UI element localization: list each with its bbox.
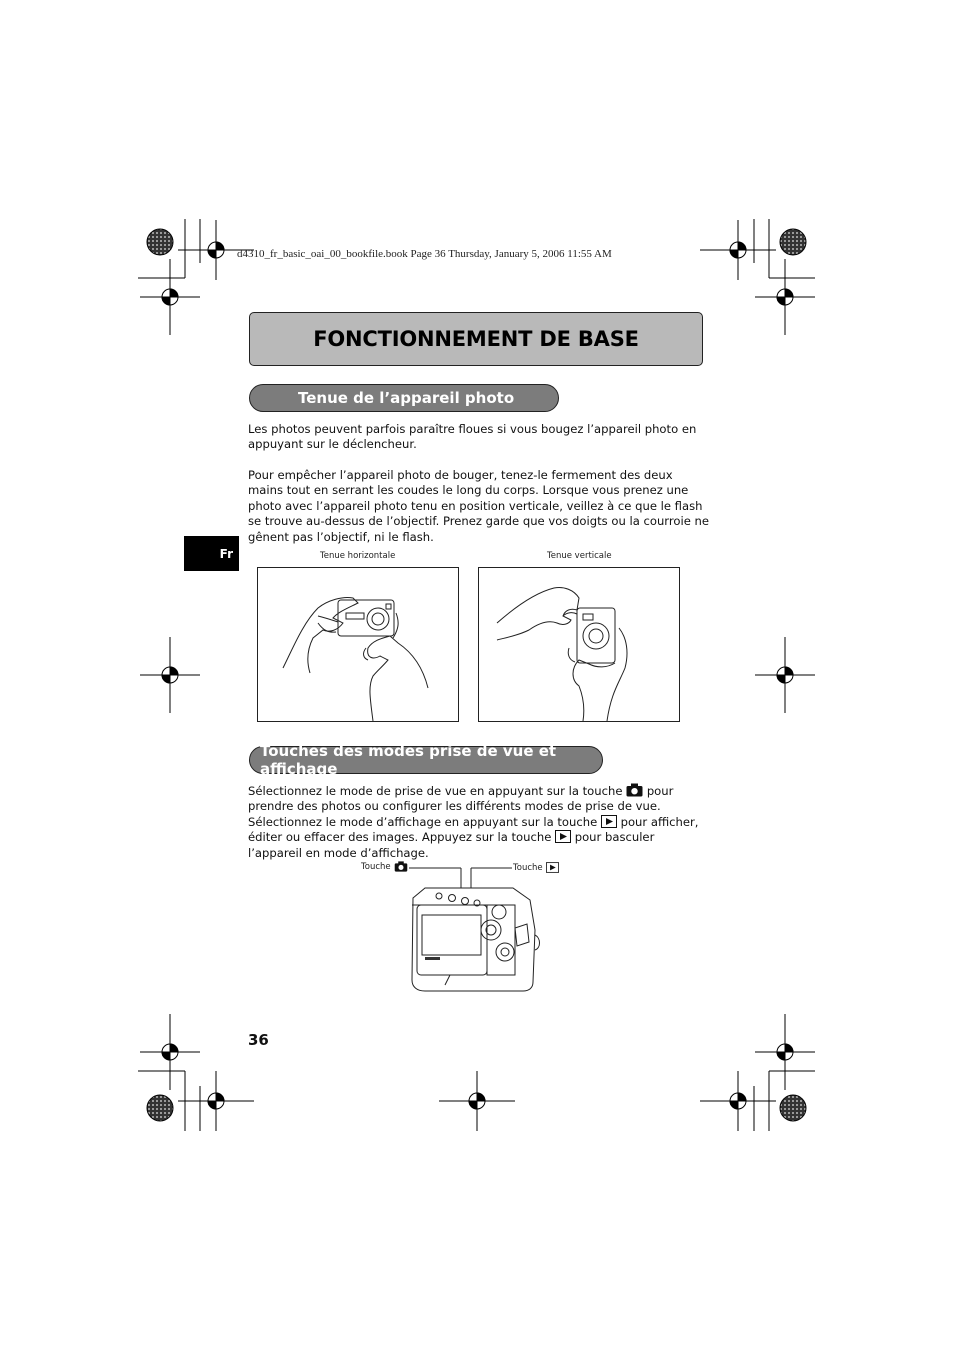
chapter-title-box — [249, 312, 703, 366]
page-number: 36 — [248, 1031, 269, 1049]
caption-horizontal: Tenue horizontale — [320, 551, 396, 561]
mode-text-b: pour prendre des photos ou configurer les différents modes de prise de vue. Sélectionnez le mode d’affichage en appuyant sur la touche — [248, 784, 674, 829]
hands-horizontal-drawing — [258, 568, 458, 721]
illustration-vertical-hold — [478, 567, 680, 722]
hands-vertical-drawing — [479, 568, 679, 721]
paragraph-holding-tips: Pour empêcher l’appareil photo de bouger, tenez-le fermement des deux mains tout en serrant les coudes le long du corps. Lorsque vous prenez une photo avec l’appareil photo tenu en position verticale, veillez à ce que le flash se trouve au-dessus de l’objectif. Prenez garde que vos doigts ou la courroie ne gênent pas l’objectif, ni le flash. — [248, 468, 709, 544]
label-shooting-text: Touche — [361, 861, 391, 872]
caption-vertical: Tenue verticale — [547, 551, 612, 561]
paragraph-mode-buttons — [248, 783, 710, 861]
camera-back-illustration — [395, 860, 555, 1000]
section-heading-holding — [249, 384, 559, 412]
play-icon — [601, 815, 617, 828]
chapter-title: FONCTIONNEMENT DE BASE — [313, 327, 639, 351]
section-heading-mode-buttons-text: Touches des modes prise de vue et affichage — [260, 742, 557, 778]
print-header: d4310_fr_basic_oai_00_bookfile.book Page 36 Thursday, January 5, 2006 11:55 AM — [237, 248, 612, 260]
mode-text-c: pour afficher, éditer ou effacer des images. Appuyez sur la touche — [248, 814, 699, 845]
language-tab-label: Fr — [219, 546, 233, 561]
camera-icon — [626, 783, 643, 797]
mode-text-a: Sélectionnez le mode de prise de vue en appuyant sur la touche — [248, 784, 627, 798]
language-tab — [184, 536, 239, 571]
paragraph-blur-warning: Les photos peuvent parfois paraître floues si vous bougez l’appareil photo en appuyant sur le déclencheur. — [248, 422, 697, 452]
illustration-horizontal-hold — [257, 567, 459, 722]
section-heading-holding-text: Tenue de l’appareil photo — [298, 389, 515, 407]
mode-text-d: pour basculer l’appareil en mode d’affichage. — [248, 830, 655, 860]
section-heading-mode-buttons — [249, 742, 603, 778]
label-playback-text: Touche — [513, 862, 543, 873]
play-icon — [555, 830, 571, 843]
